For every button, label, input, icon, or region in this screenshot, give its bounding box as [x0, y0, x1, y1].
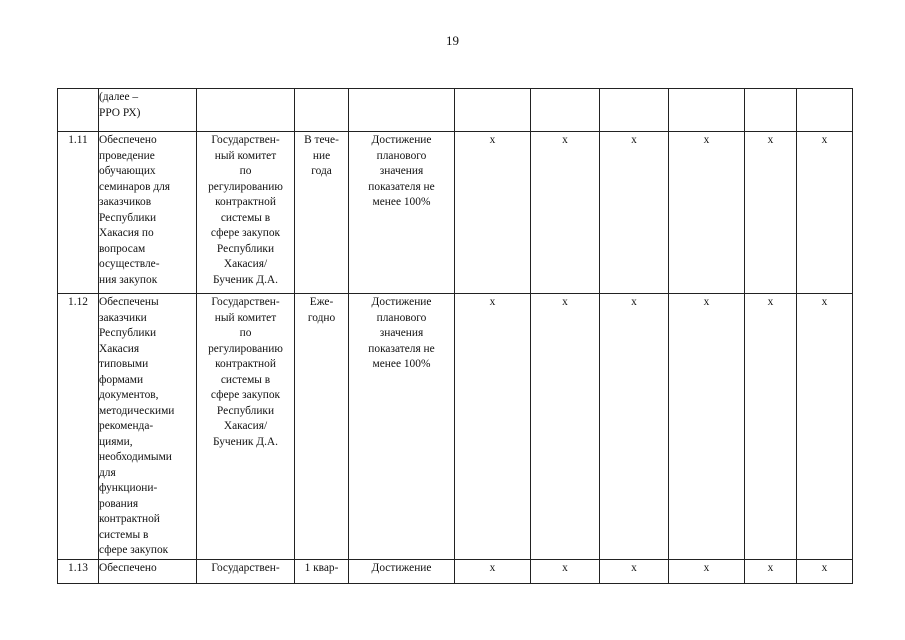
- event-cell-text: Обеспечены заказчики Республики Хакасия типовыми формами документов, методическими рекоменда- циями, необходимыми для функциони- рования контрактной системы в сфере закупок: [99, 296, 175, 556]
- mark-cell: [745, 294, 797, 560]
- event-cell-text: (далее – РРО РХ): [99, 91, 141, 119]
- result-cell: [349, 294, 455, 560]
- mark-text: х: [703, 561, 710, 574]
- term-cell: [295, 294, 349, 560]
- executor-cell: [197, 559, 295, 583]
- mark-text: х: [703, 134, 710, 146]
- mark-text: х: [489, 561, 496, 574]
- row-number-cell: [58, 559, 99, 583]
- term-cell: [295, 89, 349, 132]
- event-cell: [99, 132, 197, 294]
- mark-cell: [669, 132, 745, 294]
- mark-cell: [669, 89, 745, 132]
- term-cell: [295, 559, 349, 583]
- mark-cell: [600, 294, 669, 560]
- result-cell: [349, 559, 455, 583]
- table-row: [58, 132, 853, 294]
- mark-cell: [745, 132, 797, 294]
- event-cell: [99, 294, 197, 560]
- result-cell-text: Достижение планового значения показателя не менее 100%: [368, 134, 435, 208]
- mark-cell: [797, 559, 853, 583]
- mark-cell: [455, 89, 531, 132]
- mark-text: х: [767, 561, 774, 574]
- event-cell-text: Обеспечено проведение обучающих семинаров для заказчиков Республики Хакасия по вопросам осуществле- ния закупок: [99, 134, 171, 286]
- mark-cell: [600, 132, 669, 294]
- mark-text: х: [489, 134, 496, 146]
- mark-cell: [531, 559, 600, 583]
- executor-cell: [197, 132, 295, 294]
- executor-cell-text: Государствен- ный комитет по регулированию контрактной системы в сфере закупок Республики Хакасия/ Бученик Д.А.: [208, 296, 283, 448]
- executor-cell: [197, 294, 295, 560]
- table-row: [58, 89, 853, 132]
- result-cell-text: Достижение: [371, 561, 432, 574]
- mark-text: х: [631, 561, 637, 574]
- term-cell-text: 1 квар-: [304, 561, 339, 574]
- table-row: [58, 294, 853, 560]
- mark-cell: [797, 294, 853, 560]
- row-number-cell-text: 1.13: [68, 561, 88, 574]
- mark-text: х: [631, 134, 637, 146]
- mark-cell: [455, 294, 531, 560]
- mark-cell: [531, 294, 600, 560]
- mark-text: х: [821, 134, 828, 146]
- row-number-cell: [58, 89, 99, 132]
- mark-text: х: [703, 296, 710, 308]
- term-cell: [295, 132, 349, 294]
- mark-cell: [745, 89, 797, 132]
- row-number-cell: [58, 132, 99, 294]
- mark-text: х: [767, 296, 774, 308]
- term-cell-text: В тече- ние года: [304, 134, 339, 177]
- term-cell-text: Еже- годно: [307, 296, 336, 324]
- mark-cell: [669, 559, 745, 583]
- executor-cell: [197, 89, 295, 132]
- mark-cell: [600, 559, 669, 583]
- mark-text: х: [767, 134, 774, 146]
- mark-text: х: [821, 296, 828, 308]
- table-row: [58, 559, 853, 583]
- event-cell: [99, 559, 197, 583]
- mark-cell: [455, 132, 531, 294]
- executor-cell-text: Государствен- ный комитет по регулированию контрактной системы в сфере закупок Республики Хакасия/ Бученик Д.А.: [208, 134, 283, 286]
- mark-text: х: [562, 296, 568, 308]
- mark-cell: [531, 132, 600, 294]
- mark-cell: [531, 89, 600, 132]
- mark-cell: [669, 294, 745, 560]
- mark-cell: [797, 132, 853, 294]
- mark-cell: [455, 559, 531, 583]
- result-cell-text: Достижение планового значения показателя не менее 100%: [368, 296, 435, 370]
- mark-text: х: [562, 134, 568, 146]
- result-cell: [349, 89, 455, 132]
- event-cell: [99, 89, 197, 132]
- page-number: 19: [446, 33, 459, 48]
- row-number-cell-text: 1.12: [68, 296, 88, 308]
- mark-cell: [745, 559, 797, 583]
- executor-cell-text: Государствен-: [211, 561, 280, 574]
- result-cell: [349, 132, 455, 294]
- mark-cell: [797, 89, 853, 132]
- mark-text: х: [631, 296, 637, 308]
- measures-table: [57, 88, 853, 584]
- mark-text: х: [562, 561, 568, 574]
- mark-cell: [600, 89, 669, 132]
- event-cell-text: Обеспечено: [99, 561, 157, 574]
- row-number-cell-text: 1.11: [68, 134, 88, 146]
- row-number-cell: [58, 294, 99, 560]
- mark-text: х: [821, 561, 828, 574]
- mark-text: х: [489, 296, 496, 308]
